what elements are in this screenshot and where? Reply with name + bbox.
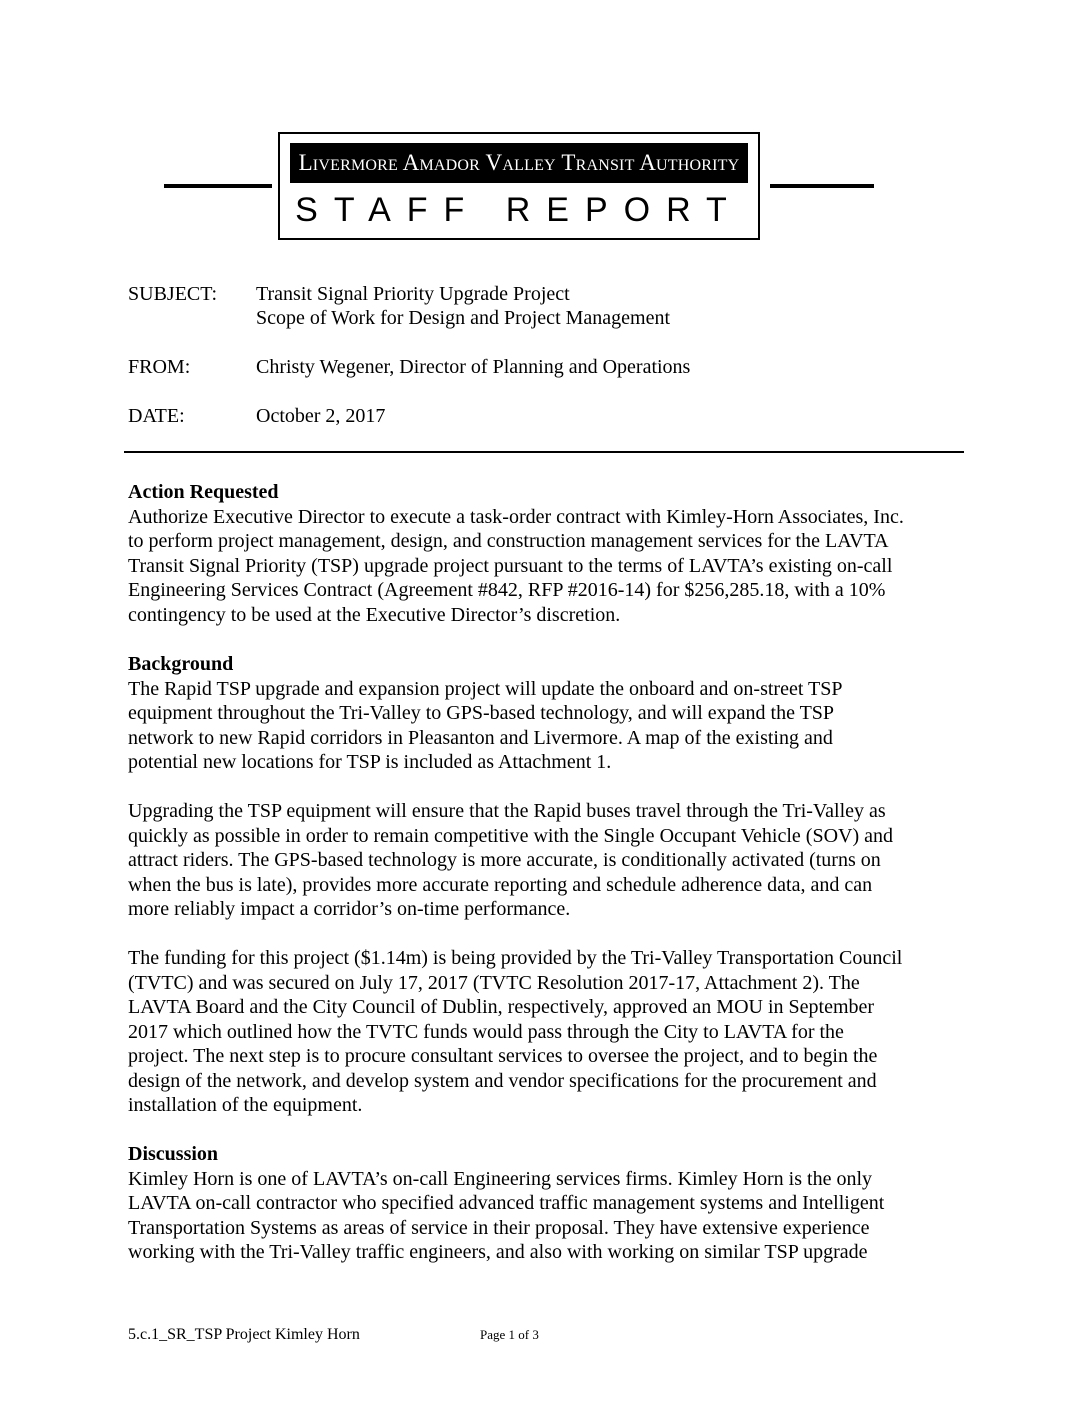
header-divider — [124, 451, 964, 453]
paragraph — [128, 677, 968, 775]
paragraph — [128, 946, 968, 1118]
text-line: Kimley Horn is one of LAVTA’s on-call Engineering services firms. Kimley Horn is the only — [128, 1167, 873, 1190]
text-line: The Rapid TSP upgrade and expansion project will update the onboard and on-street TSP — [128, 677, 843, 700]
paragraph — [128, 799, 968, 922]
subject-label: SUBJECT: — [128, 283, 218, 305]
from-value: Christy Wegener, Director of Planning and Operations — [256, 356, 691, 378]
section-heading: Background — [128, 653, 234, 675]
discussion-section — [128, 1142, 968, 1289]
section-heading: Action Requested — [128, 481, 279, 503]
subject-line: Scope of Work for Design and Project Management — [256, 307, 671, 329]
text-line: more reliably impact a corridor’s on-time performance. — [128, 898, 571, 920]
text-line: working with the Tri-Valley traffic engineers, and also with working on similar TSP upgrade — [128, 1241, 868, 1263]
text-line: Upgrading the TSP equipment will ensure that the Rapid buses travel through the Tri-Valley as — [128, 800, 886, 822]
text-line: Transit Signal Priority (TSP) upgrade project pursuant to the terms of LAVTA’s existing on-call — [128, 554, 893, 577]
text-line: The funding for this project ($1.14m) is being provided by the Tri-Valley Transportation Council — [128, 947, 903, 969]
text-line: contingency to be used at the Executive Director’s discretion. — [128, 603, 621, 626]
footer-page-number: Page 1 of 3 — [480, 1327, 539, 1342]
text-line: Transportation Systems as areas of service in their proposal. They have extensive experience — [128, 1216, 870, 1239]
section-heading: Discussion — [128, 1143, 219, 1165]
background-section — [128, 652, 968, 1142]
text-line: attract riders. The GPS-based technology is more accurate, is conditionally activated (turns on — [128, 849, 881, 871]
text-line: LAVTA Board and the City Council of Dublin, respectively, approved an MOU in September — [128, 996, 875, 1018]
text-line: when the bus is late), provides more accurate reporting and schedule adherence data, and can — [128, 873, 873, 896]
text-line: equipment throughout the Tri-Valley to GPS-based technology, and will expand the TSP — [128, 702, 835, 724]
text-line: (TVTC) and was secured on July 17, 2017 (TVTC Resolution 2017-17, Attachment 2). The — [128, 971, 860, 994]
text-line: potential new locations for TSP is included as Attachment 1. — [128, 751, 612, 773]
paragraph — [128, 505, 968, 628]
report-title: STAFF REPORT — [295, 191, 743, 229]
header-rule-right — [770, 184, 874, 188]
text-line: 2017 which outlined how the TVTC funds would pass through the City to LAVTA for the — [128, 1020, 844, 1043]
header-rule-left — [164, 184, 272, 188]
subject-line: Transit Signal Priority Upgrade Project — [256, 283, 570, 305]
text-line: to perform project management, design, and construction management services for the LAVTA — [128, 530, 889, 552]
paragraph — [128, 1167, 968, 1265]
text-line: design of the network, and develop system and vendor specifications for the procurement and — [128, 1069, 877, 1092]
subject-value — [256, 282, 670, 330]
date-label: DATE: — [128, 405, 185, 427]
report-header — [278, 132, 760, 240]
text-line: project. The next step is to procure consultant services to oversee the project, and to begin the — [128, 1045, 878, 1067]
text-line: Engineering Services Contract (Agreement #842, RFP #2016-14) for $256,285.18, with a 10% — [128, 579, 886, 601]
text-line: quickly as possible in order to remain competitive with the Single Occupant Vehicle (SOV) and — [128, 824, 894, 847]
text-line: installation of the equipment. — [128, 1094, 363, 1116]
text-line: network to new Rapid corridors in Pleasanton and Livermore. A map of the existing and — [128, 726, 833, 749]
action-requested-section — [128, 480, 968, 652]
footer-file-name: 5.c.1_SR_TSP Project Kimley Horn — [128, 1326, 360, 1343]
organization-name: Livermore Amador Valley Transit Authority — [290, 143, 748, 183]
text-line: LAVTA on-call contractor who specified advanced traffic management systems and Intelligent — [128, 1192, 885, 1214]
date-value: October 2, 2017 — [256, 405, 386, 427]
from-label: FROM: — [128, 356, 191, 378]
text-line: Authorize Executive Director to execute a task-order contract with Kimley-Horn Associates, Inc. — [128, 505, 904, 528]
